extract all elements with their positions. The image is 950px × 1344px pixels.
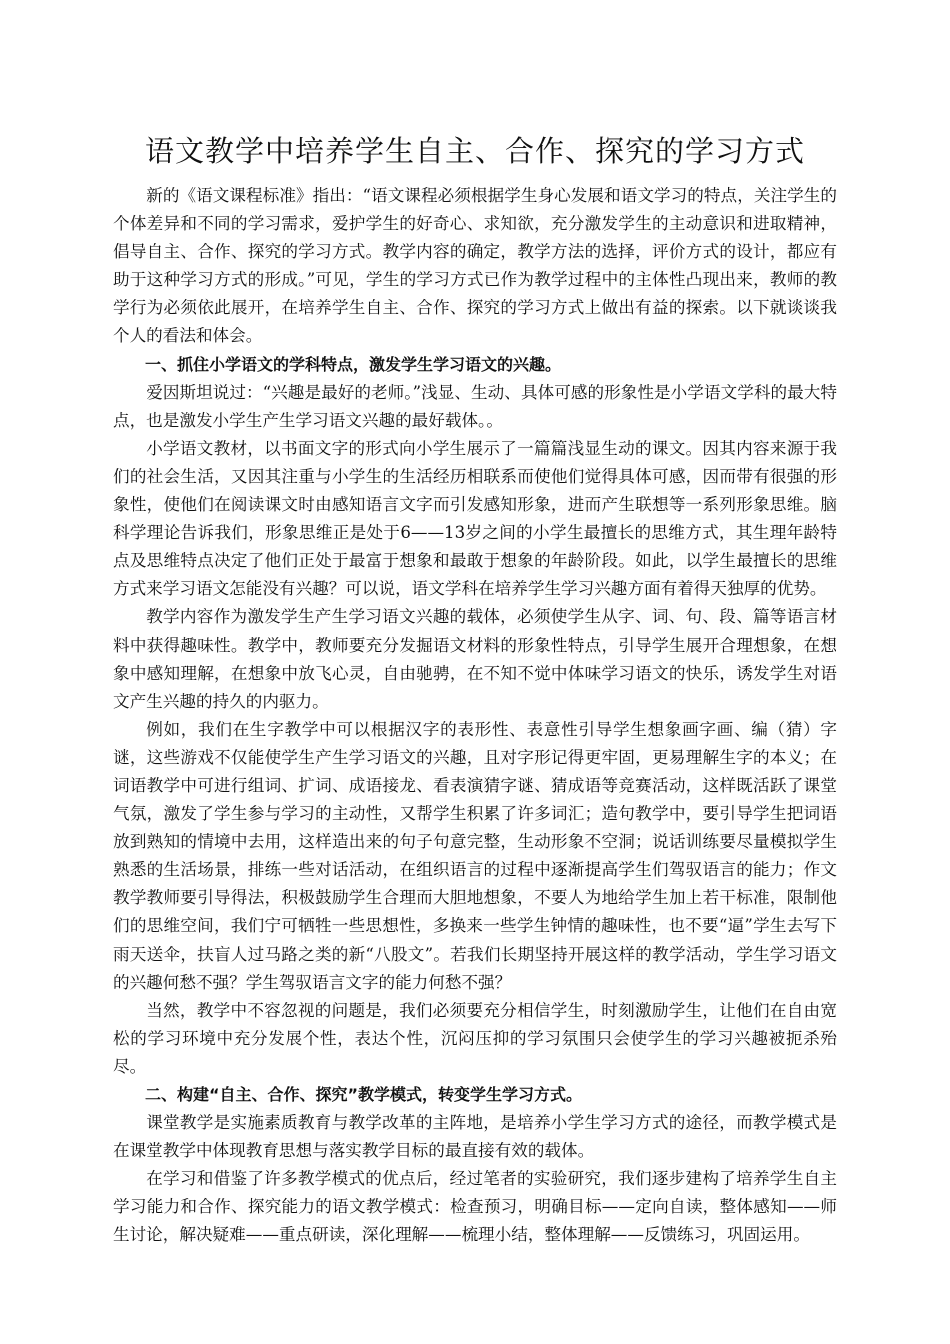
- body-paragraph: 在学习和借鉴了许多教学模式的优点后，经过笔者的实验研究，我们逐步建构了培养学生自主学习能力和合作、探究能力的语文教学模式：检查预习，明确目标——定向自读，整体感知——师生讨论，解决疑难——重点研读，深化理解——梳理小结，整体理解——反馈练习，巩固运用。: [113, 1169, 837, 1245]
- intro-paragraph: 新的《语文课程标准》指出：“语文课程必须根据学生身心发展和语文学习的特点，关注学生的个体差异和不同的学习需求，爱护学生的好奇心、求知欲，充分激发学生的主动意识和进取精神，倡导自主、合作、探究的学习方式。教学内容的确定，教学方法的选择，评价方式的设计，都应有助于这种学习方式的形成。”可见，学生的学习方式已作为教学过程中的主体性凸现出来，教师的教学行为必须依此展开，在培养学生自主、合作、探究的学习方式上做出有益的探索。以下就谈谈我个人的看法和体会。: [113, 186, 837, 346]
- body-paragraph: 当然，教学中不容忽视的问题是，我们必须要充分相信学生，时刻激励学生，让他们在自由宽松的学习环境中充分发展个性，表达个性，沉闷压抑的学习氛围只会使学生的学习兴趣被扼杀殆尽。: [113, 1000, 837, 1076]
- document-title: 语文教学中培养学生自主、合作、探究的学习方式: [144, 134, 805, 168]
- document-body: [113, 128, 837, 1250]
- section-heading-2: 二、构建“自主、合作、探究”教学模式，转变学生学习方式。: [145, 1085, 583, 1104]
- body-paragraph: 课堂教学是实施素质教育与教学改革的主阵地，是培养小学生学习方式的途径，而教学模式是在课堂教学中体现教育思想与落实教学目标的最直接有效的载体。: [113, 1113, 837, 1161]
- body-paragraph: 教学内容作为激发学生产生学习语文兴趣的载体，必须使学生从字、词、句、段、篇等语言材料中获得趣味性。教学中，教师要充分发掘语文材料的形象性特点，引导学生展开合理想象，在想象中感知理解，在想象中放飞心灵，自由驰骋，在不知不觉中体味学习语文的快乐，诱发学生对语文产生兴趣的持久的内驱力。: [113, 607, 837, 711]
- section-heading-1: 一、抓住小学语文的学科特点，激发学生学习语文的兴趣。: [145, 354, 562, 374]
- body-paragraph: 爱因斯坦说过：“兴趣是最好的老师。”浅显、生动、具体可感的形象性是小学语文学科的最大特点，也是激发小学生产生学习语文兴趣的最好载体。。: [113, 382, 837, 430]
- body-paragraph: 小学语文教材，以书面文字的形式向小学生展示了一篇篇浅显生动的课文。因其内容来源于我们的社会生活，又因其注重与小学生的生活经历相联系而使他们觉得具体可感，因而带有很强的形象性，使他们在阅读课文时由感知语言文字而引发感知形象，进而产生联想等一系列形象思维。脑科学理论告诉我们，形象思维正是处于6——13岁之间的小学生最擅长的思维方式，其生理年龄特点及思维特点决定了他们正处于最富于想象和最敢于想象的年龄阶段。如此，以学生最擅长的思维方式来学习语文怎能没有兴趣？可以说，语文学科在培养学生学习兴趣方面有着得天独厚的优势。: [113, 438, 837, 599]
- body-paragraph: 例如，我们在生字教学中可以根据汉字的表形性、表意性引导学生想象画字画、编（猜）字谜，这些游戏不仅能使学生产生学习语文的兴趣，且对字形记得更牢固，更易理解生字的本义；在词语教学中可进行组词、扩词、成语接龙、看表演猜字谜、猜成语等竞赛活动，这样既活跃了课堂气氛，激发了学生参与学习的主动性，又帮学生积累了许多词汇；造句教学中，要引导学生把词语放到熟知的情境中去用，这样造出来的句子句意完整，生动形象不空洞；说话训练要尽量模拟学生熟悉的生活场景，排练一些对话活动，在组织语言的过程中逐渐提高学生们驾驭语言的能力；作文教学教师要引导得法，积极鼓励学生合理而大胆地想象，不要人为地给学生加上若干标准，限制他们的思维空间，我们宁可牺牲一些思想性，多换来一些学生钟情的趣味性，也不要“逼”学生去写下雨天送伞，扶盲人过马路之类的新“八股文”。若我们长期坚持开展这样的教学活动，学生学习语文的兴趣何愁不强？学生驾驭语言文字的能力何愁不强？: [113, 719, 837, 992]
